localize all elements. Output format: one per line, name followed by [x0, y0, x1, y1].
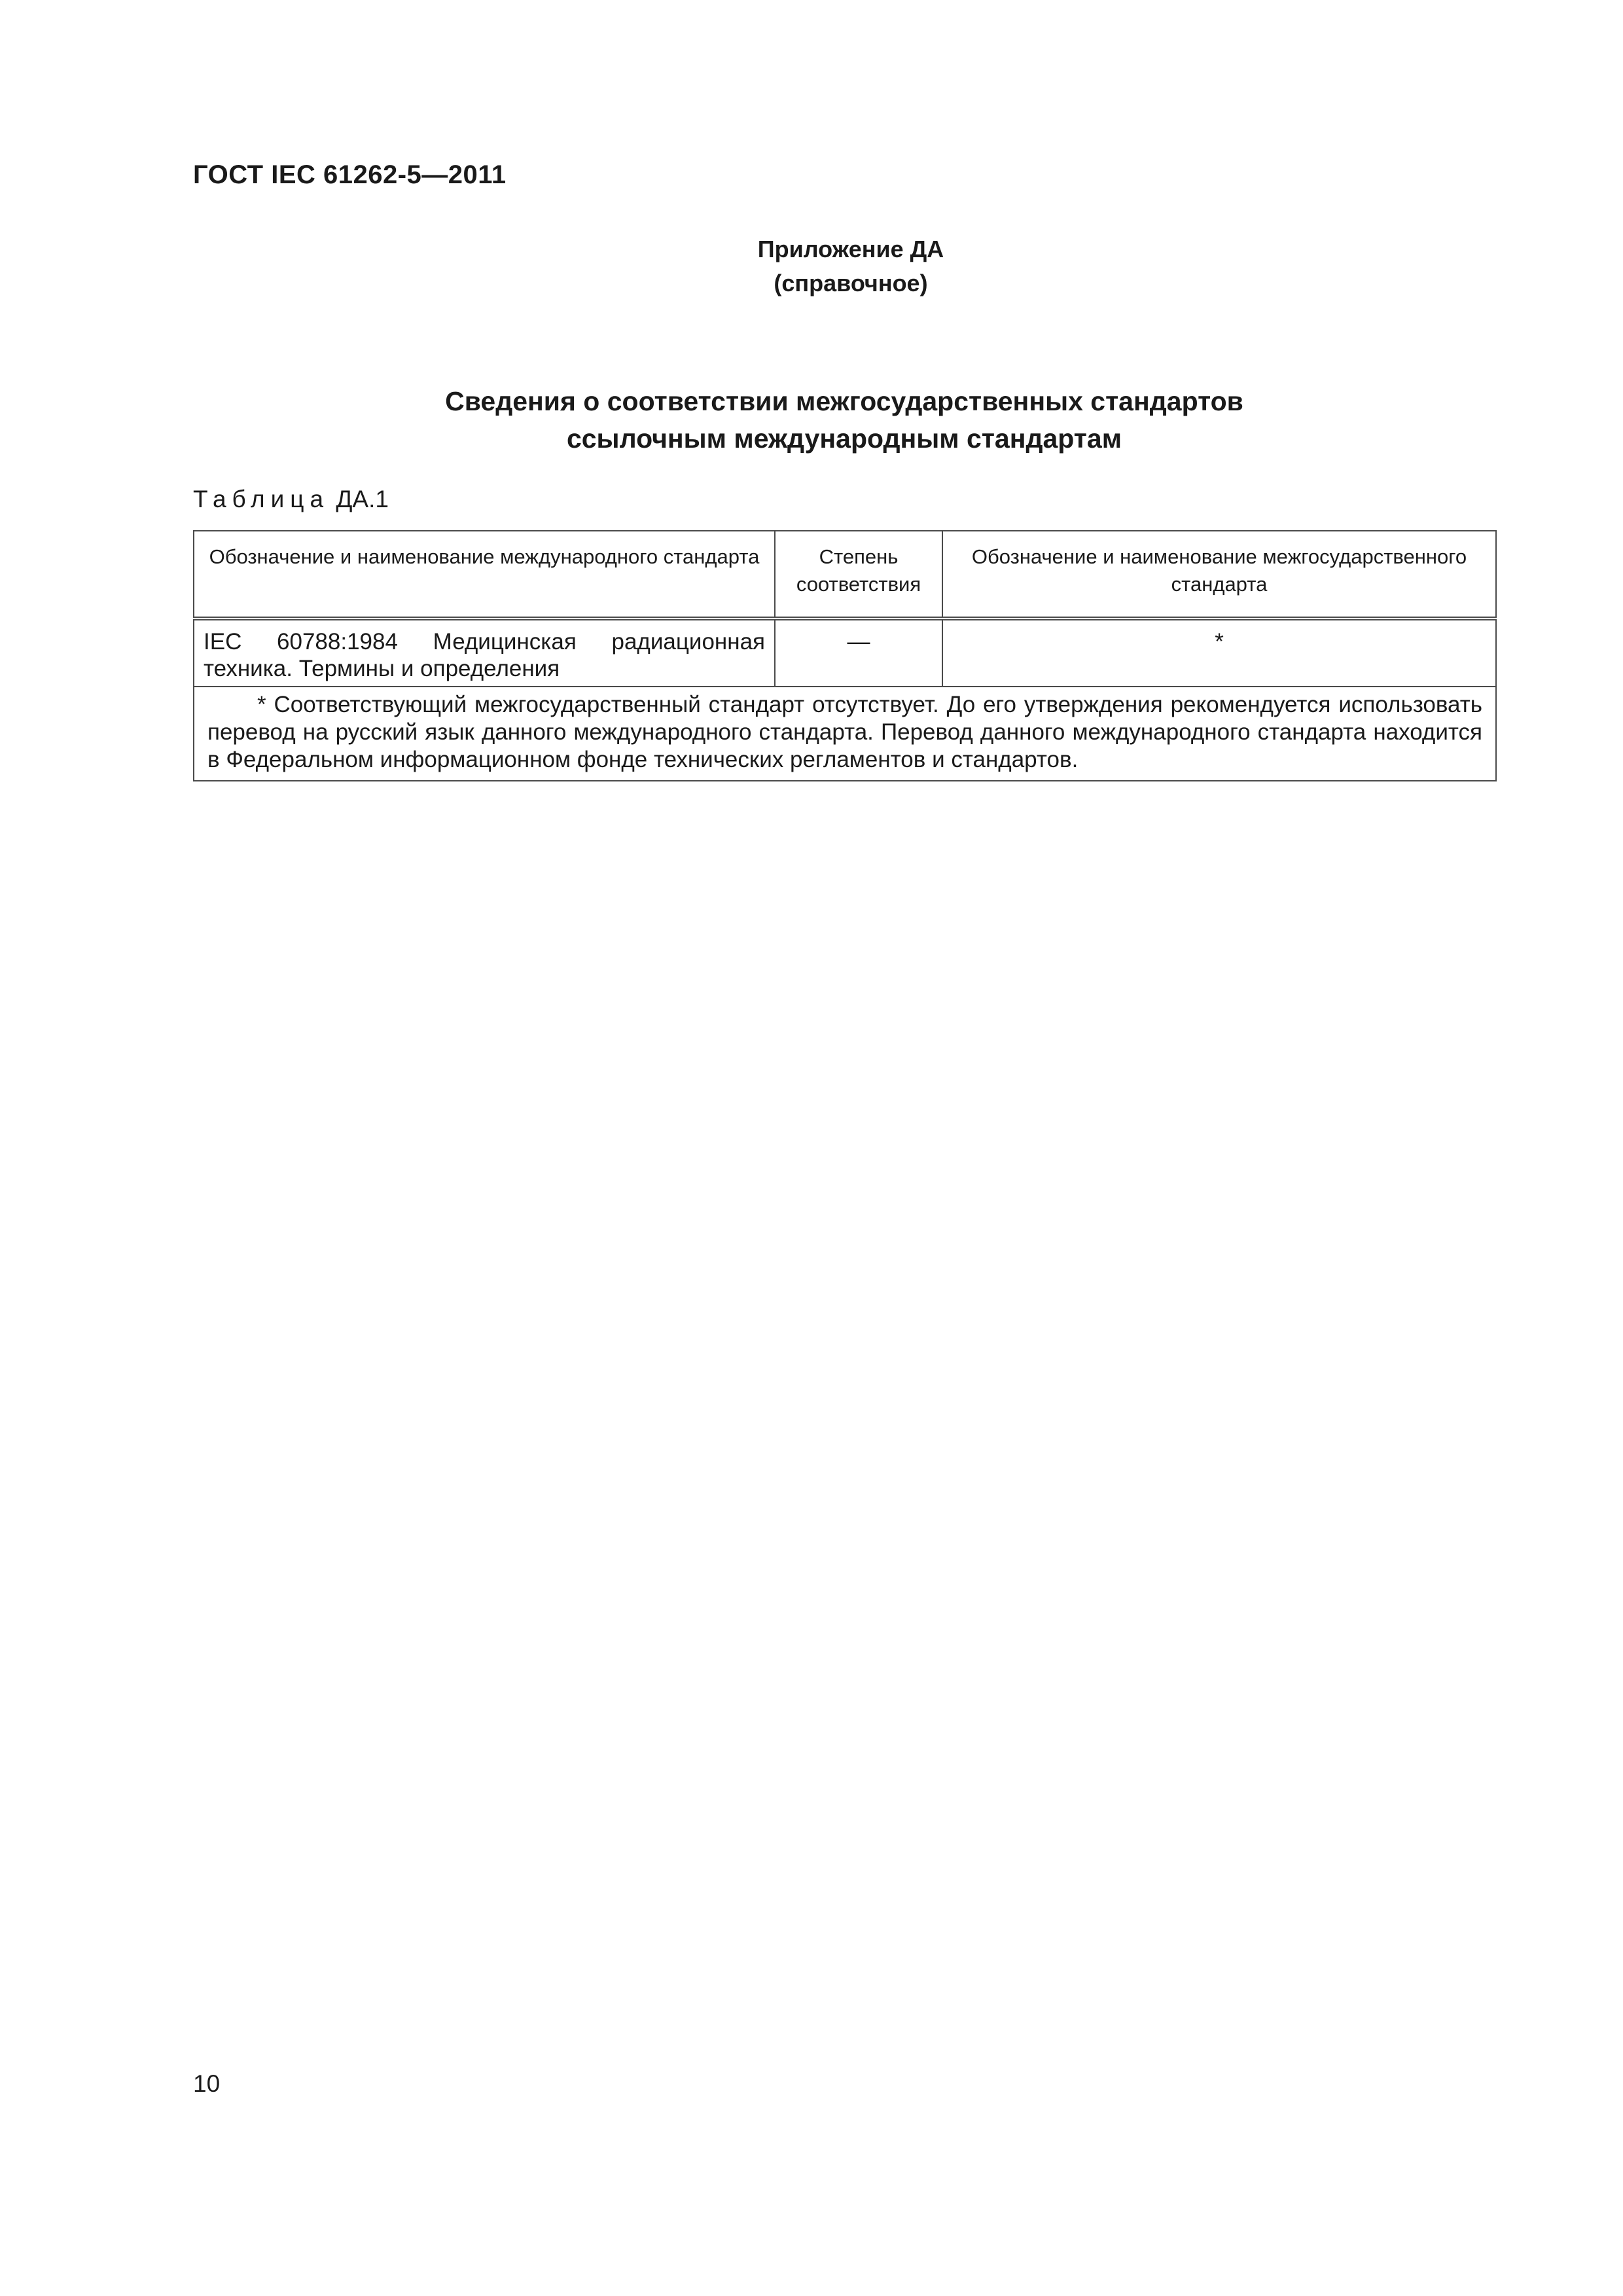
cell-interstate-standard: *: [942, 619, 1496, 687]
annex-heading: [654, 232, 1047, 300]
section-title: [193, 383, 1495, 457]
page-number: 10: [193, 2070, 221, 2097]
standards-correspondence-table: [193, 530, 1497, 781]
footnote-row: [194, 687, 1496, 781]
section-title-line1: Сведения о соответствии межгосударственных стандартов: [445, 386, 1243, 416]
column-header-international: Обозначение и наименование международного стандарта: [194, 531, 775, 619]
table-caption: [193, 486, 389, 513]
cell-international-standard: IEC 60788:1984 Медицинская радиационная техника. Термины и определения: [194, 619, 775, 687]
table-footnote: * Соответствующий межгосударственный стандарт отсутствует. До его утверждения рекомендуется использовать перевод на русский язык данного международного стандарта. Перевод данного международного стандарта находится в Федеральном информационном фонде технических регламентов и стандартов.: [207, 692, 1482, 772]
cell-degree-of-correspondence: —: [775, 619, 942, 687]
section-title-line2: ссылочным международным стандартам: [566, 423, 1122, 454]
annex-type: (справочное): [774, 270, 928, 296]
table-caption-number: ДА.1: [336, 486, 389, 512]
column-header-degree: Степень соответствия: [775, 531, 942, 619]
annex-title: Приложение ДА: [757, 236, 944, 262]
column-header-interstate: Обозначение и наименование межгосударственного стандарта: [942, 531, 1496, 619]
table-row: [194, 619, 1496, 687]
document-designation: ГОСТ IEC 61262-5—2011: [193, 160, 507, 189]
table-caption-word: Таблица: [193, 486, 330, 512]
table-header-row: [194, 531, 1496, 619]
